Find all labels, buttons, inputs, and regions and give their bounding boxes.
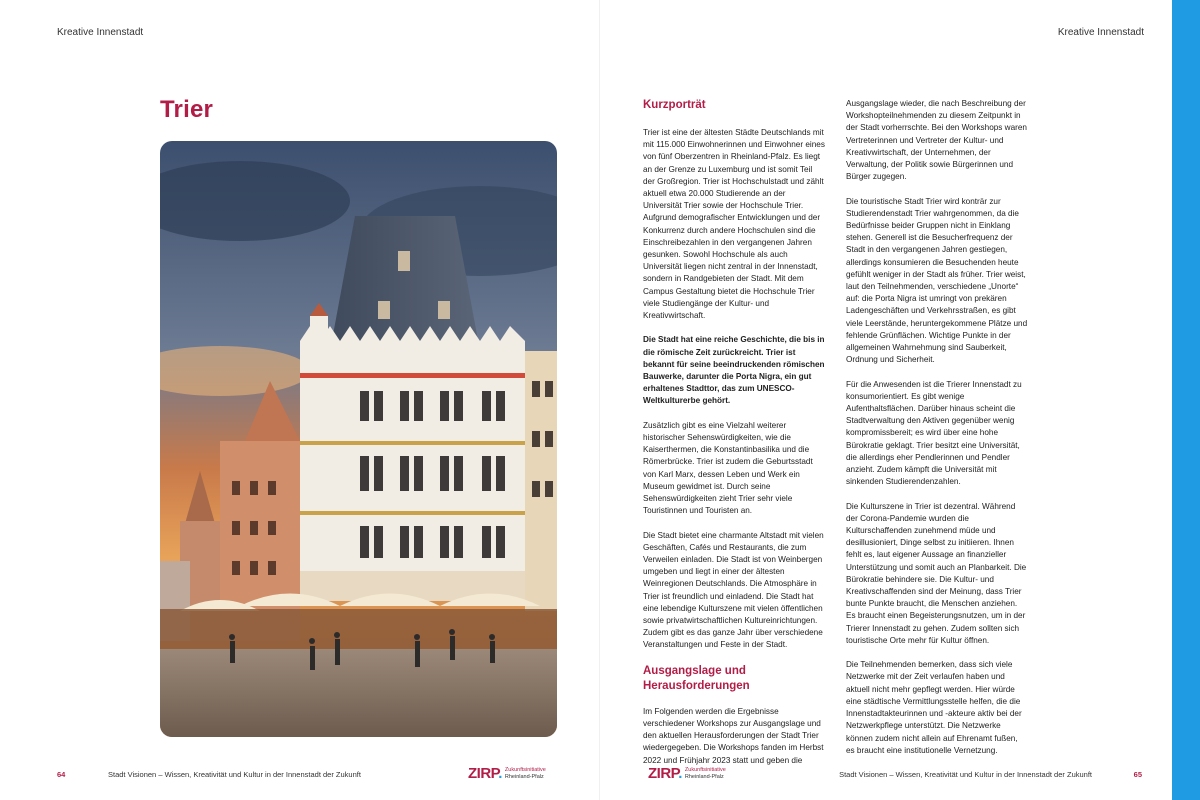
heading-ausgangslage: Ausgangslage und Herausforderungen: [643, 664, 750, 692]
zirp-logo-mark: ZIRP.: [648, 765, 682, 782]
paragraph: Trier ist eine der ältesten Städte Deutschlands mit mit 115.000 Einwohnerinnen und Einwohner eines von fünf Oberzentren in Rheinland-Pfalz. Es liegt an der Grenze zu Luxemburg und ist somit Teil der Großregion. Trier ist Hochschulstadt und zählt aktuell etwa 20.000 Studierende an der Universität Trier sowie der Hochschule Trier. Aufgrund demografischer Entwicklungen und der Konkurrenz durch andere Hochschulen sind die Einschreibezahlen in den vergangenen Jahren gesunken. Sowohl Hochschule als auch Universität liegen nicht zentral in der Innenstadt, sondern in Randgebieten der Stadt. Mit dem Campus Gestaltung bietet die Hochschule Trier viele Studiengänge der Kultur- und Kreativwirtschaft.: [643, 128, 825, 321]
zirp-logo-text: Zukunftsinitiative Rheinland-Pfalz: [504, 767, 546, 780]
blue-page-edge: [1172, 0, 1200, 800]
text-column-2: [846, 98, 1028, 769]
paragraph: Für die Anwesenden ist die Trierer Innenstadt zu konsumorientiert. Es gibt wenige Aufenthaltsflächen. Darüber hinaus scheint die Stadtverwaltung den Aktiven gegenüber wenig kompromissbereit; es wird über eine hohe Bürokratie geklagt. Trier besitzt eine Universität, die allerdings eher Pendlerinnen und Pendler anzieht. Zudem kämpft die Universität mit sinkenden Studierendenzahlen.: [846, 379, 1022, 487]
footer-text-left: Stadt Visionen – Wissen, Kreativität und Kultur in der Innenstadt der Zukunft: [108, 770, 361, 779]
page-title: Trier: [160, 96, 214, 123]
zirp-logo-text: Zukunftsinitiative Rheinland-Pfalz: [684, 767, 726, 780]
zirp-logo-right: [648, 765, 726, 782]
trier-market-photo: [160, 141, 557, 737]
zirp-logo-left: [468, 765, 546, 782]
paragraph: Die Stadt bietet eine charmante Altstadt mit vielen Geschäften, Cafés und Restaurants, die zum Verweilen einladen. Die Stadt ist von Weinbergen umgeben und liegt in einer der ältesten Weinregionen Deutschlands. Die Atmosphäre in Trier ist freundlich und einladend. Die Stadt hat eine lebendige Kulturszene mit vielen öffentlichen sowie privatwirtschaftlichen Kultureinrichtungen. Zudem gibt es das ganze Jahr über verschiedene Veranstaltungen und Feste in der Stadt.: [643, 530, 824, 650]
page-number-left: 64: [57, 770, 66, 779]
paragraph: Die Teilnehmenden bemerken, dass sich viele Netzwerke mit der Zeit verlaufen haben und aktuell nicht mehr gepflegt werden. Hier würde eine städtische Vermittlungsstelle helfen, die die Innenstadtakteurinnen und -akteure aktiv bei der Netzwerkpflege unterstützt. Die Netzwerke können zudem nicht allein auf Ehrenamt fußen, es braucht eine institutionelle Vernetzung.: [846, 660, 1022, 755]
paragraph-bold: Die Stadt hat eine reiche Geschichte, die bis in die römische Zeit zurückreicht. Trier ist bekannt für seine beeindruckenden römischen Bauwerke, darunter die Porta Nigra, ein gut erhaltenes Stadttor, das zum UNESCO-Weltkulturerbe gehört.: [643, 335, 825, 406]
zirp-logo-mark: ZIRP.: [468, 765, 502, 782]
footer-text-right: Stadt Visionen – Wissen, Kreativität und Kultur in der Innenstadt der Zukunft: [839, 770, 1092, 779]
heading-kurzportraet: Kurzporträt: [643, 99, 706, 111]
right-page: [600, 0, 1172, 800]
header-label-left: Kreative Innenstadt: [57, 27, 144, 38]
paragraph: Zusätzlich gibt es eine Vielzahl weiterer historischer Sehenswürdigkeiten, wie die Kaiserthermen, die Konstantinbasilika und die Römerbrücke. Trier ist zudem die Geburtsstadt von Karl Marx, dessen Leben und Werk ein Museum gewidmet ist. Durch seine Sehenswürdigkeiten zieht Trier sehr viele Touristinnen und Touristen an.: [643, 420, 813, 516]
page-number-right: 65: [1133, 770, 1142, 779]
header-label-right: Kreative Innenstadt: [1057, 27, 1144, 38]
paragraph: Ausgangslage wieder, die nach Beschreibung der Workshopteilnehmenden zu diesem Zeitpunkt in der Stadt vorherrschte. Bei den Workshops waren Vertreterinnen und Vertreter der Kultur- und Kreativwirtschaft, der Unternehmen, der Verwaltung, der Politik sowie Bürgerinnen und Bürger zugegen.: [846, 99, 1027, 182]
text-column-1: [643, 98, 825, 779]
paragraph: Im Folgenden werden die Ergebnisse verschiedener Workshops zur Ausgangslage und den aktuellen Herausforderungen der Stadt Trier wiedergegeben. Die Workshops fanden im Herbst 2022 und Frühjahr 2023 statt und geben die: [643, 706, 824, 765]
paragraph: Die touristische Stadt Trier wird konträr zur Studierendenstadt Trier wahrgenommen, da die Bedürfnisse beider Gruppen nicht in Einklang stehen. Generell ist die Besucherfrequenz der Stadt in den vergangenen Jahren gestiegen, allerdings konsumieren die Besuchenden heute gefühlt weniger in der Stadt als früher. Trier weist, laut den Teilnehmenden, verschiedene „Unorte“ auf: die Porta Nigra ist umringt von prekären Ladengeschäften und Verkehrsstraßen, es gibt viele Leerstände, heruntergekommene Plätze und fehlende Grünflächen. Wichtige Punkte in der allgemeinen Wahrnehmung sind Sauberkeit, Ordnung und Sicherheit.: [846, 196, 1028, 365]
paragraph: Die Kulturszene in Trier ist dezentral. Während der Corona-Pandemie wurden die Kulturschaffenden zunehmend müde und desillusioniert, Dinge selbst zu initiieren. Ihnen fehlt es, laut eigener Aussage an finanzieller Unterstützung und somit auch an Planbarkeit. Die Bürokratie behindere sie. Die Kultur- und Kreativschaffenden sind der Meinung, dass Trier bunte Punkte braucht, die Menschen anziehen. Es braucht einen Begeisterungsnutzen, um in der Trierer Innenstadt zu gehen. Zudem sollten sich touristische Orte mehr für Kultur öffnen.: [846, 501, 1027, 645]
